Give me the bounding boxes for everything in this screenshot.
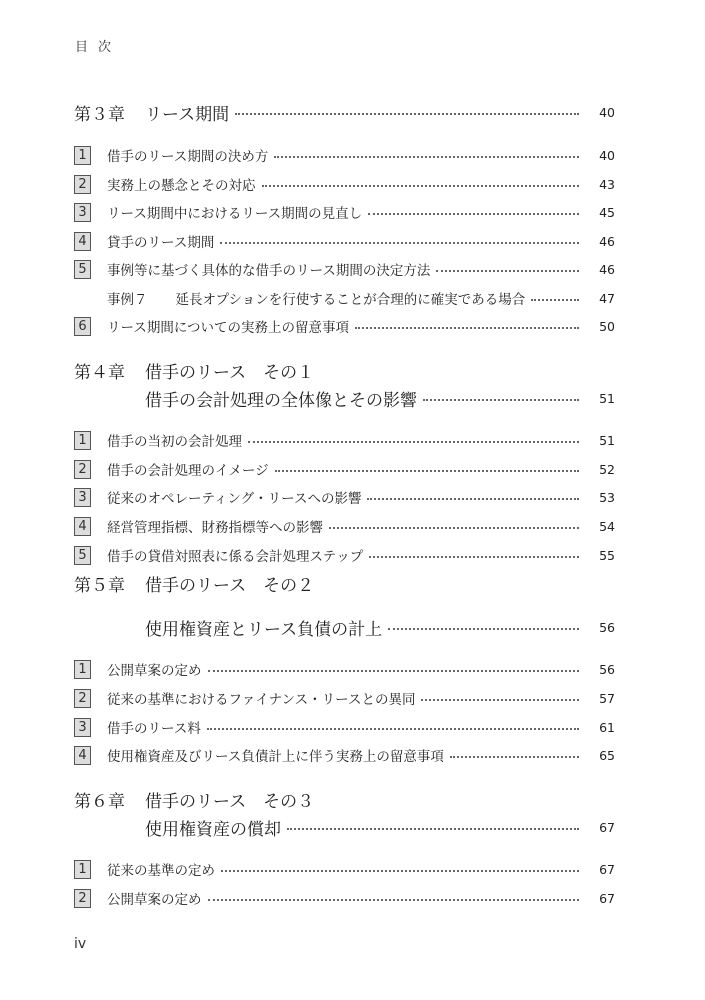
- item-title: 借手のリース期間の決め方: [107, 149, 269, 165]
- page-number: 65: [599, 747, 615, 763]
- item-number-box: 2: [74, 889, 91, 908]
- toc-item[interactable]: [74, 144, 615, 166]
- item-number-box: 2: [74, 460, 91, 479]
- item-number-box: 5: [74, 260, 91, 279]
- page-number: 52: [599, 461, 615, 477]
- leader-dots: [367, 498, 579, 500]
- chapter-subtitle: 使用権資産の償却: [145, 819, 281, 840]
- item-number-box: 4: [74, 517, 91, 536]
- leader-dots: [220, 242, 579, 244]
- leader-dots: [262, 185, 580, 187]
- leader-dots: [287, 828, 579, 830]
- item-title: 借手の当初の会計処理: [107, 434, 242, 450]
- item-title: 従来の基準の定め: [107, 863, 215, 879]
- leader-dots: [208, 899, 580, 901]
- toc-chapter-6-subtitle[interactable]: [74, 814, 615, 840]
- toc-chapter-5-subtitle[interactable]: [74, 614, 615, 640]
- leader-dots: [388, 628, 579, 630]
- leader-dots: [369, 556, 579, 558]
- item-title: 使用権資産及びリース負債計上に伴う実務上の留意事項: [107, 749, 444, 765]
- page-number: 53: [599, 489, 615, 505]
- item-title: 経営管理指標、財務指標等への影響: [107, 520, 323, 536]
- example-title: 延長オプションを行使することが合理的に確実である場合: [175, 292, 526, 308]
- toc-item[interactable]: [74, 687, 615, 709]
- item-number-box: 1: [74, 860, 91, 879]
- toc-item[interactable]: [74, 201, 615, 223]
- page-number: 45: [599, 204, 615, 220]
- page-number: 56: [599, 661, 615, 677]
- chapter-subtitle: 借手の会計処理の全体像とその影響: [145, 390, 417, 411]
- item-title: 事例等に基づく具体的な借手のリース期間の決定方法: [107, 263, 431, 279]
- leader-dots: [248, 441, 579, 443]
- page-number: 40: [599, 147, 615, 163]
- leader-dots: [368, 213, 579, 215]
- toc-item[interactable]: [74, 658, 615, 680]
- item-number-box: 6: [74, 317, 91, 336]
- chapter-number: 第５章: [74, 575, 125, 596]
- toc-item[interactable]: [74, 486, 615, 508]
- item-title: 従来のオペレーティング・リースへの影響: [107, 491, 362, 507]
- page-number: 43: [599, 176, 615, 192]
- leader-dots: [531, 299, 579, 301]
- item-title: 公開草案の定め: [107, 892, 202, 908]
- toc-chapter-4[interactable]: [74, 357, 615, 383]
- chapter-title: 借手のリース その２: [145, 575, 315, 596]
- chapter-title: リース期間: [145, 104, 230, 125]
- item-title: 借手の会計処理のイメージ: [107, 463, 269, 479]
- page-number: 51: [599, 432, 615, 448]
- toc-item[interactable]: [74, 429, 615, 451]
- toc-item[interactable]: [74, 858, 615, 880]
- page-number: 51: [599, 390, 615, 406]
- toc-item[interactable]: [74, 458, 615, 480]
- toc-item[interactable]: [74, 315, 615, 337]
- leader-dots: [450, 756, 579, 758]
- chapter-number: 第３章: [74, 104, 125, 125]
- leader-dots: [207, 728, 579, 730]
- page-number: 67: [599, 861, 615, 877]
- leader-dots: [274, 156, 579, 158]
- page-number: 67: [599, 890, 615, 906]
- example-label: 事例７: [107, 292, 148, 308]
- leader-dots: [221, 870, 579, 872]
- toc-chapter-5[interactable]: [74, 570, 615, 596]
- toc-item[interactable]: [74, 173, 615, 195]
- item-number-box: 2: [74, 175, 91, 194]
- leader-dots: [421, 699, 579, 701]
- toc-item[interactable]: [74, 716, 615, 738]
- page-number: 67: [599, 819, 615, 835]
- page-folio: iv: [74, 936, 87, 952]
- leader-dots: [423, 399, 579, 401]
- page-number: 40: [599, 104, 615, 120]
- page-number: 61: [599, 719, 615, 735]
- toc-chapter-4-subtitle[interactable]: [74, 385, 615, 411]
- item-title: 実務上の懸念とその対応: [107, 178, 256, 194]
- page-number: 46: [599, 261, 615, 277]
- page-number: 57: [599, 690, 615, 706]
- chapter-number: 第４章: [74, 362, 125, 383]
- running-header: 目次: [75, 40, 122, 55]
- item-title: 公開草案の定め: [107, 663, 202, 679]
- toc-example[interactable]: [107, 287, 615, 309]
- toc-item[interactable]: [74, 230, 615, 252]
- toc-item[interactable]: [74, 744, 615, 766]
- leader-dots: [208, 670, 580, 672]
- toc-chapter-3[interactable]: [74, 99, 615, 125]
- toc-item[interactable]: [74, 258, 615, 280]
- page-number: 47: [599, 290, 615, 306]
- item-title: 借手の貸借対照表に係る会計処理ステップ: [107, 549, 364, 565]
- toc-item[interactable]: [74, 887, 615, 909]
- item-number-box: 3: [74, 718, 91, 737]
- toc-item[interactable]: [74, 515, 615, 537]
- leader-dots: [235, 113, 579, 115]
- item-number-box: 2: [74, 689, 91, 708]
- leader-dots: [436, 270, 579, 272]
- item-number-box: 3: [74, 488, 91, 507]
- page-number: 50: [599, 318, 615, 334]
- chapter-subtitle: 使用権資産とリース負債の計上: [145, 619, 383, 640]
- page-number: 55: [599, 547, 615, 563]
- item-title: 従来の基準におけるファイナンス・リースとの異同: [107, 692, 416, 708]
- toc-item[interactable]: [74, 544, 615, 566]
- toc-chapter-6[interactable]: [74, 786, 615, 812]
- leader-dots: [355, 327, 579, 329]
- page-number: 54: [599, 518, 615, 534]
- item-number-box: 1: [74, 431, 91, 450]
- item-title: 貸手のリース期間: [107, 235, 215, 251]
- page-number: 46: [599, 233, 615, 249]
- item-number-box: 4: [74, 746, 91, 765]
- item-number-box: 1: [74, 146, 91, 165]
- chapter-title: 借手のリース その１: [145, 362, 315, 383]
- chapter-number: 第６章: [74, 791, 125, 812]
- item-number-box: 5: [74, 546, 91, 565]
- page-number: 56: [599, 619, 615, 635]
- leader-dots: [275, 470, 579, 472]
- chapter-title: 借手のリース その３: [145, 791, 315, 812]
- item-title: リース期間についての実務上の留意事項: [107, 320, 350, 336]
- item-title: リース期間中におけるリース期間の見直し: [107, 206, 363, 222]
- item-title: 借手のリース料: [107, 721, 201, 737]
- item-number-box: 3: [74, 203, 91, 222]
- item-number-box: 1: [74, 660, 91, 679]
- leader-dots: [329, 527, 579, 529]
- item-number-box: 4: [74, 232, 91, 251]
